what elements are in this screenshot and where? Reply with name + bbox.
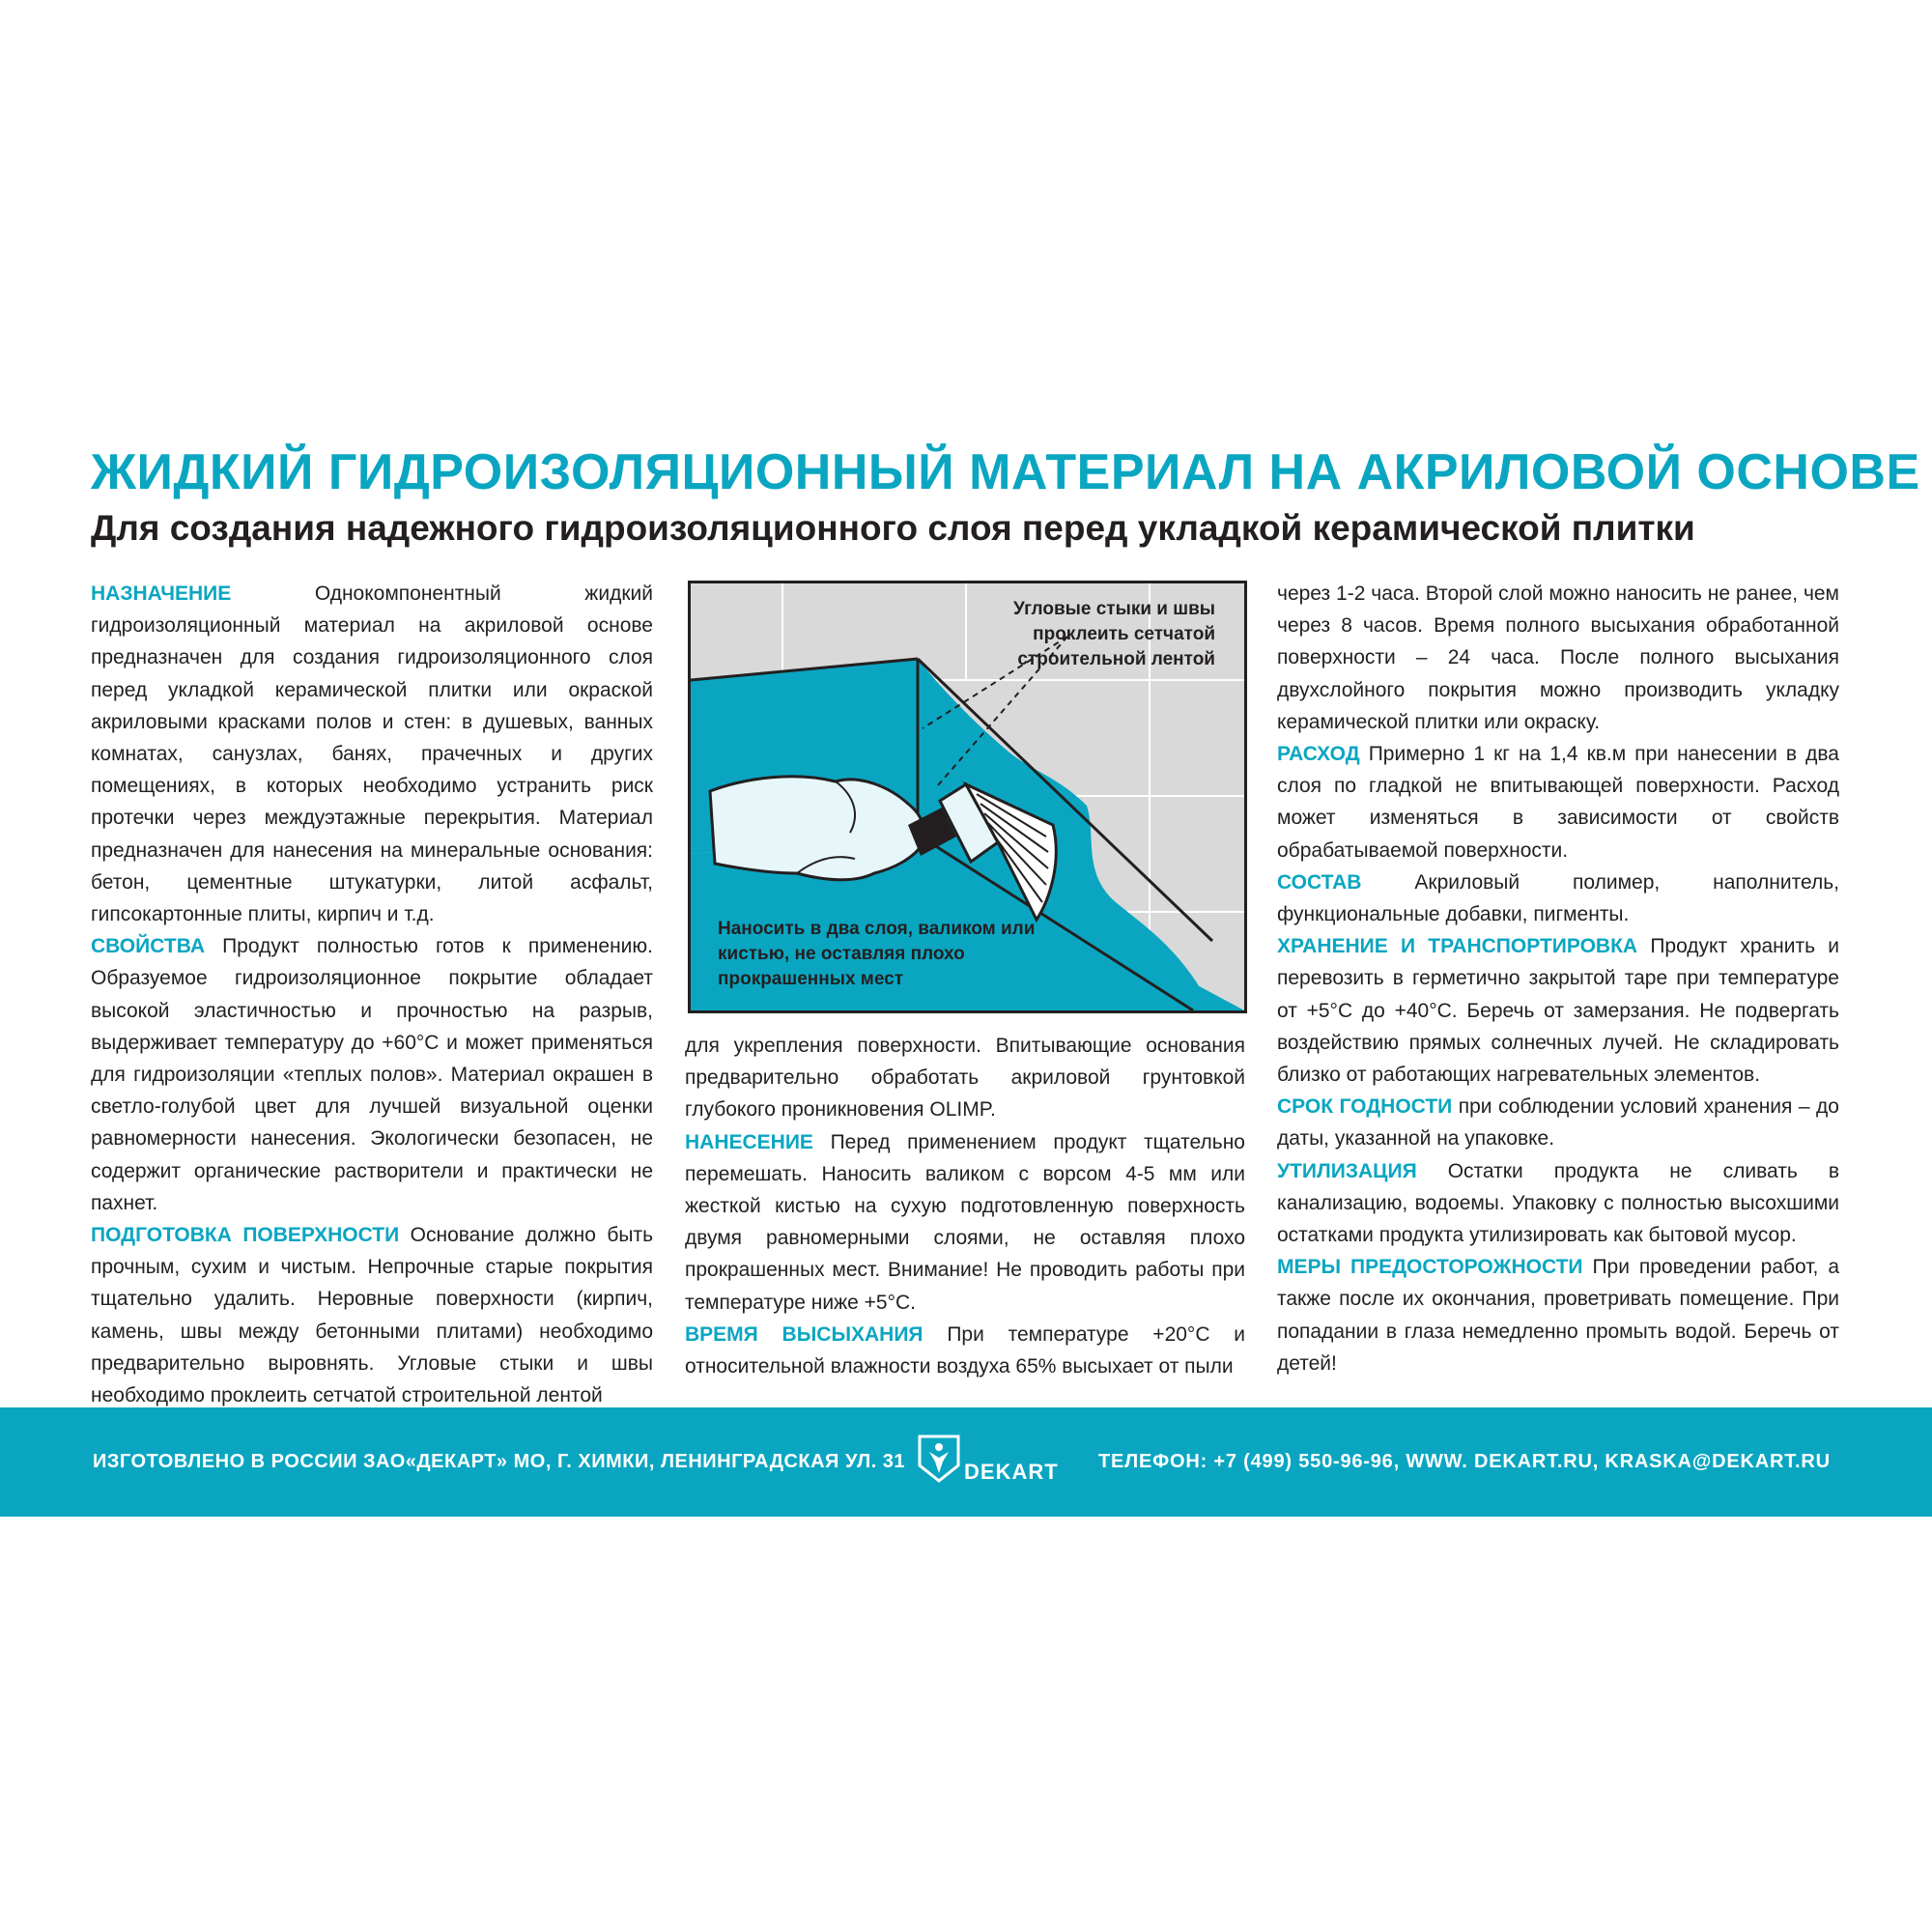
text-column-2: [685, 1030, 1245, 1382]
section-text: через 1-2 часа. Второй слой можно наносить не ранее, чем через 8 часов. Время полного высыхания обработанной поверхности – 24 часа. После полного высыхания двухслойного покрытия можно производить укладку керамической плитки или окраску.: [1277, 582, 1839, 733]
section-heading: СРОК ГОДНОСТИ: [1277, 1095, 1453, 1119]
section-heading: ВРЕМЯ ВЫСЫХАНИЯ: [685, 1322, 923, 1346]
section-text: Однокомпонентный жидкий гидроизоляционный материал на акриловой основе предназначен для создания гидроизоляционного слоя перед укладкой керамической плитки или окраской акриловыми красками полов и стен: в душевых, ванных комнатах, санузлах, банях, прачечных и других помещениях, в которых необходимо устранить риск протечки через междуэтажные перекрытия. Материал предназначен для нанесения на минеральные основания: бетон, цементные штукатурки, литой асфальт, гипсокартонные плиты, кирпич и т.д.: [91, 582, 653, 926]
manufacturer-address: ИЗГОТОВЛЕНО В РОССИИ ЗАО«ДЕКАРТ» МО, Г. ХИМКИ, ЛЕНИНГРАДСКАЯ УЛ. 31: [93, 1451, 906, 1472]
section-text: Продукт хранить и перевозить в герметично закрытой таре при температуре от +5°C до +40°C. Беречь от замерзания. Не подвергать воздействию прямых солнечных лучей. Не складировать близко от работающих нагревательных элементов.: [1277, 935, 1840, 1087]
contact-info: ТЕЛЕФОН: +7 (499) 550-96-96, WWW. DEKART.RU, KRASKA@DEKART.RU: [1098, 1451, 1831, 1472]
section-text: Основание должно быть прочным, сухим и чистым. Непрочные старые покрытия тщательно удалить. Неровные поверхности (кирпич, камень, швы между бетонными плитами) необходимо предварительно выровнять. Угловые стыки и швы необходимо проклеить сетчатой строительной лентой: [91, 1224, 654, 1407]
section-text: Перед применением продукт тщательно перемешать. Наносить валиком с ворсом 4-5 мм или жесткой кистью на сухую подготовленную поверхность двумя равномерными слоями, не оставляя плохо прокрашенных мест. Внимание! Не проводить работы при температуре ниже +5°C.: [685, 1130, 1245, 1314]
illustration-label-bottom: Наносить в два слоя, валиком или кистью, не оставляя плохо прокрашенных мест: [718, 919, 1036, 989]
section-continuation: [685, 1030, 1245, 1126]
section-precautions: [1277, 1251, 1839, 1379]
dekart-logo-icon: [918, 1435, 960, 1483]
application-illustration: [688, 581, 1247, 1013]
section-heading: СВОЙСТВА: [91, 935, 205, 958]
section-heading: УТИЛИЗАЦИЯ: [1277, 1159, 1417, 1182]
section-text: При проведении работ, а также после их окончания, проветривать помещение. При попадании в глаза немедленно промыть водой. Беречь от детей!: [1277, 1256, 1839, 1375]
section-text: Примерно 1 кг на 1,4 кв.м при нанесении в два слоя по гладкой не впитывающей поверхности. Расход может изменяться в зависимости от свойств обрабатываемой поверхности.: [1277, 743, 1839, 862]
section-heading: ХРАНЕНИЕ И ТРАНСПОРТИРОВКА: [1277, 935, 1638, 958]
section-storage: [1277, 930, 1839, 1091]
section-consumption: [1277, 738, 1839, 867]
section-heading: СОСТАВ: [1277, 870, 1362, 894]
section-shelf-life: [1277, 1091, 1839, 1154]
text-column-1: [91, 578, 653, 1411]
section-continuation: [1277, 578, 1839, 738]
logo-text: DEKART: [964, 1460, 1059, 1484]
section-heading: МЕРЫ ПРЕДОСТОРОЖНОСТИ: [1277, 1256, 1583, 1279]
footer-band: [0, 1407, 1932, 1517]
section-surface-prep: [91, 1219, 653, 1411]
page-title: ЖИДКИЙ ГИДРОИЗОЛЯЦИОННЫЙ МАТЕРИАЛ НА АКРИЛОВОЙ ОСНОВЕ: [91, 444, 1920, 500]
section-drying-time: [685, 1319, 1245, 1382]
section-heading: ПОДГОТОВКА ПОВЕРХНОСТИ: [91, 1224, 400, 1247]
section-text: При температуре +20°C и относительной влажности воздуха 65% высыхает от пыли: [685, 1322, 1245, 1378]
section-disposal: [1277, 1155, 1839, 1252]
section-heading: НАНЕСЕНИЕ: [685, 1130, 813, 1153]
section-application: [685, 1126, 1245, 1319]
text-column-3: [1277, 578, 1839, 1379]
section-text: Акриловый полимер, наполнитель, функциональные добавки, пигменты.: [1277, 870, 1839, 926]
section-heading: РАСХОД: [1277, 743, 1360, 766]
section-purpose: [91, 578, 653, 930]
section-text: при соблюдении условий хранения – до даты, указанной на упаковке.: [1277, 1095, 1839, 1151]
section-composition: [1277, 867, 1839, 930]
section-text: для укрепления поверхности. Впитывающие основания предварительно обработать акриловой грунтовкой глубокого проникновения OLIMP.: [685, 1035, 1245, 1122]
section-text: Продукт полностью готов к применению. Образуемое гидроизоляционное покрытие обладает высокой эластичностью и прочностью на разрыв, выдерживает температуру до +60°C и может применяться для гидроизоляции «теплых полов». Материал окрашен в светло-голубой цвет для лучшей визуальной оценки равномерности нанесения. Экологически безопасен, не содержит органические растворители и практически не пахнет.: [91, 935, 653, 1214]
illustration-label-top: Угловые стыки и швы проклеить сетчатой строительной лентой: [1013, 599, 1215, 669]
section-properties: [91, 930, 653, 1219]
section-heading: НАЗНАЧЕНИЕ: [91, 582, 232, 605]
dekart-logo: [916, 1435, 1063, 1489]
page-subtitle: Для создания надежного гидроизоляционного слоя перед укладкой керамической плитки: [91, 508, 1695, 548]
section-text: Остатки продукта не сливать в канализацию, водоемы. Упаковку с полностью высохшими остатками продукта утилизировать как бытовой мусор.: [1277, 1159, 1839, 1247]
